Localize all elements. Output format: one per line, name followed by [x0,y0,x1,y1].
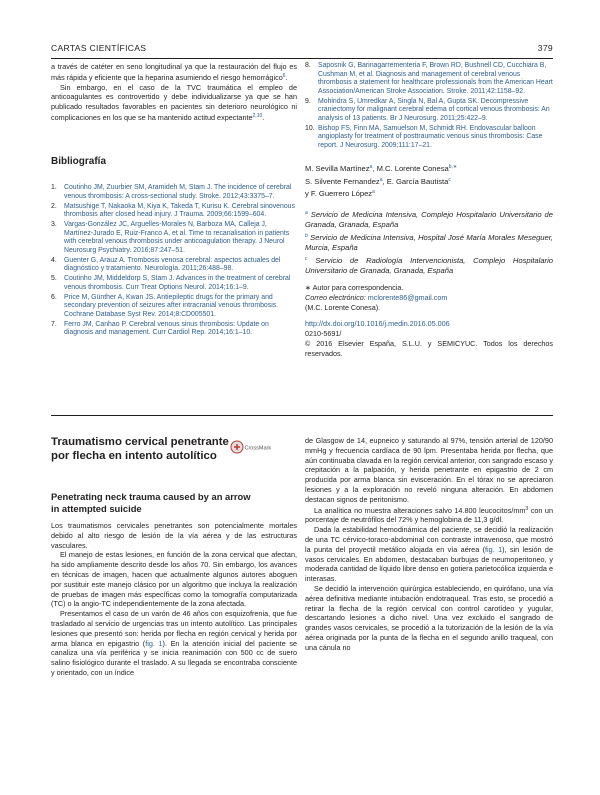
paragraph: Dada la estabilidad hemodinámica del paciente, se decidió la realización de una TC cérvico-toraco-abdominal con contraste intravenoso, que mostró la punta del proyectil metálico alojada en vía aérea (fig. 1), sin lesión de vasos cervicales. En abdomen, destacaban burbujas de neumoperitoneo, y moderada cantidad de líquido libre denso en gotiera parietocólica izquierda e interasas. [305,525,553,584]
reference-item[interactable] [51,221,297,255]
correspondence-note: ∗ Autor para correspondencia. Correo electrónico: mclorente86@gmail.com (M.C. Lorente Conesa). [305,282,448,312]
article-left-column [51,521,297,678]
journal-section: CARTAS CIENTÍFICAS [51,43,147,53]
crossmark-icon[interactable] [230,440,272,454]
svg-text:CrossMark: CrossMark [244,445,272,452]
paragraph: Presentamos el caso de un varón de 46 años con esquizofrenia, que fue trasladado al servicio de urgencias tras un intento autolítico. Las principales lesiones que presentó son: herida por flecha en región cervical y herida por arma blanca en epigastrio (fig. 1). En la atención inicial del paciente se canaliza una vía periférica y se inicia reanimación con 500 cc de suero salino fisiológico durante el traslado. A su llegada se encontraba consciente y orientado, con un índice [51,609,297,677]
references-right [305,62,553,152]
header-rule [51,58,553,59]
reference-text: Saposnik G, Barinagarrementeria F, Brown RD, Bushnell CD, Cucchiara B, Cushman M, et al. Diagnosis and management of cerebral venous thrombosis a statement for healthcare professionals from the American Heart Association/American Stroke Association. Stroke. 2011;42:1158–92. [318,62,553,95]
reference-text: Bishop FS, Finn MA, Samuelson M, Schmidt RH. Endovascular balloon angioplasty for treatment of posttraumatic venous sinus thrombosis: Case report. J Neurosurg. 2009;111:17–21. [318,124,543,149]
top-left-column [51,62,297,123]
reference-text: Ferro JM, Canhao P. Cerebral venous sinus thrombosis: Update on diagnosis and management. Curr Cardiol Rep. 2014;16:1–10. [64,320,269,336]
reference-item[interactable] [51,294,297,320]
reference-number: 1. [51,184,57,191]
paragraph: La analítica no muestra alteraciones salvo 14.800 leucocitos/$mm^3$ con un porcentaje de neutrófilos del 72% y hemoglobina de 11,3 g/dl. [305,505,553,525]
reference-number: 9. [305,97,311,105]
paragraph: a través de catéter en seno longitudinal ya que la restauración del flujo es más rápida y eficiente que la heparina asumiendo el riesgo hemorrágico$^6$. [51,62,297,82]
reference-item[interactable] [51,184,297,201]
reference-item[interactable] [305,62,553,96]
paragraph: Sin embargo, en el caso de la TVC traumática el empleo de anticoagulantes es controvertido y debe individualizarse ya que se han publicado resultados favorables en pacientes sin deterioro neurológico ni complicaciones en los que se ha mantenido actitud expectante$^{2,10}$. [51,82,297,122]
reference-text: Mohindra S, Umredkar A, Singla N, Bal A, Gupta SK. Decompressive craniectomy for malignant cerebral edema of cortical venous thrombosis: An analysis of 13 patients. Br J Neurosurg. 2011;25:422–9. [318,97,550,122]
reference-number: 4. [51,256,57,264]
issn: 0210-5691/ [305,328,342,338]
doi-link[interactable]: http://dx.doi.org/10.1016/j.medin.2016.05.006 [305,318,450,328]
reference-number: 3. [51,221,57,228]
affiliation-a: $^a$ Servicio de Medicina Intensiva, Complejo Hospitalario Universitario de Granada, Granada, España [305,209,553,229]
article-right-column [305,436,553,653]
bibliography-heading: Bibliografía [51,156,107,167]
figure-link[interactable]: fig. 1 [145,638,163,648]
reference-number: 2. [51,202,57,210]
affiliation-b: $^b$ Servicio de Medicina Intensiva, Hospital José María Morales Meseguer, Murcia, España [305,232,553,252]
page-number: 379 [537,43,553,53]
author-list: M. Sevilla Martínez$^a$, M.C. Lorente Conesa$^{b,∗}$ S. Silvente Fernandez$^a$, E. García Bautista$^c$ y F. Guerrero López$^a$ [305,164,458,198]
reference-text: Matsushige T, Nakaoka M, Kiya K, Takeda T, Kurisu K. Cerebral sinovenous thrombosis after closed head injury. J Trauma. 2009;66:1599–604. [64,202,295,218]
reference-number: 5. [51,275,57,282]
article-title: Traumatismo cervical penetrante por flecha en intento autolítico [51,436,229,462]
paragraph: de Glasgow de 14, eupneico y saturando al 97%, tensión arterial de 120/90 mmHg y frecuencia cardíaca de 90 lpm. Presentaba herida por flecha, que aún continuaba clavada en la región cervical anterior, con sangrado escaso y crepitación a la palpación, y herida penetrante en epigastrio de 2 cm producida por arma blanca sin evisceración. En el tórax no se apreciaron lesiones y a la exploración no reveló ninguna alteración. En abdomen destacan signos de peritonismo. [305,436,553,504]
reference-number: 7. [51,320,57,328]
english-title: Penetrating neck trauma caused by an arrow in attempted suicide [51,491,251,514]
paragraph: Se decidió la intervención quirúrgica estableciendo, en quirófano, una vía aérea definitiva mediante intubación endotraqueal. Tras esto, se procedió a retirar la flecha de la región cervical con control carotídeo y yugular, descartando lesiones a dicho nivel. Una vez excluido el sangrado de grandes vasos cervicales, se procedió a la tutorización de la lesión de la vía aérea originada por la punta de la flecha en el segundo anillo traqueal, con una cánula no [305,583,553,652]
reference-text: Price M, Günther A, Kwan JS. Antiepileptic drugs for the primary and secondary prevention of seizures after intracranial venous thrombosis. Cochrane Database Syst Rev. 2014;8:CD005501. [64,293,279,318]
reference-item[interactable] [51,321,297,338]
copyright: © 2016 Elsevier España, S.L.U. y SEMICYUC. Todos los derechos reservados. [305,338,553,358]
reference-number: 6. [51,293,57,301]
paragraph: Los traumatismos cervicales penetrantes son potencialmente mortales debido al alto riesgo de lesión de la vía aérea y de las estructuras vasculares. [51,521,297,550]
reference-item[interactable] [51,275,297,292]
reference-item[interactable] [305,98,553,124]
reference-text: Coutinho JM, Middeldorp S, Stam J. Advances in the treatment of cerebral venous thrombosis. Curr Treat Options Neurol. 2014;16:1–9. [64,275,291,291]
references-left [51,184,297,339]
affiliations [305,208,553,277]
reference-item[interactable] [51,257,297,274]
email-link[interactable]: mclorente86@gmail.com [367,292,448,302]
affiliation-c: $^c$ Servicio de Radiología Intervencionista, Complejo Hospitalario Universitario de Granada, Granada, España [305,255,553,275]
reference-number: 10. [305,124,315,132]
reference-number: 8. [305,62,311,69]
reference-item[interactable] [305,125,553,151]
reference-text: Coutinho JM, Zuurbier SM, Aramideh M, Stam J. The incidence of cerebral venous thrombosis: A cross-sectional study. Stroke. 2012;43:3375–7. [64,184,292,200]
running-header [51,43,553,57]
doi-block [305,319,553,359]
signature-block [305,162,553,359]
paragraph: El manejo de estas lesiones, en función de la zona cervical que afectan, ha sido ampliamente descrito desde los años 70. Sin embargo, los avances en técnicas de imagen, hacen que actualmente algunos autores aboguen por sustituir este manejo clásico por un algoritmo que incluya la realización de pruebas de imagen más específicas como la tomografía computarizada (TC) o la angio-TC independientemente de la zona afectada. [51,550,297,609]
section-divider [51,415,553,416]
figure-link[interactable]: fig. 1 [485,544,503,554]
citation[interactable]: 2,10 [252,112,263,119]
reference-item[interactable] [51,203,297,220]
citation[interactable]: 6 [282,72,286,79]
reference-text: Guenter G, Arauz A. Trombosis venosa cerebral: aspectos actuales del diagnóstico y tratamiento. Neurología. 2011;26:488–98. [64,256,281,272]
reference-text: Vargas-González JC, Arguelles-Morales N, Barboza MA, Calleja J, Martínez-Jurado E, Ruiz-Franco A, et al. Time to recanalisation in patients with cerebral venous thrombosis under anticoagulation therapy. J Neurol Neurosurg Psychiatry. 2016;87:247–51. [64,221,290,254]
